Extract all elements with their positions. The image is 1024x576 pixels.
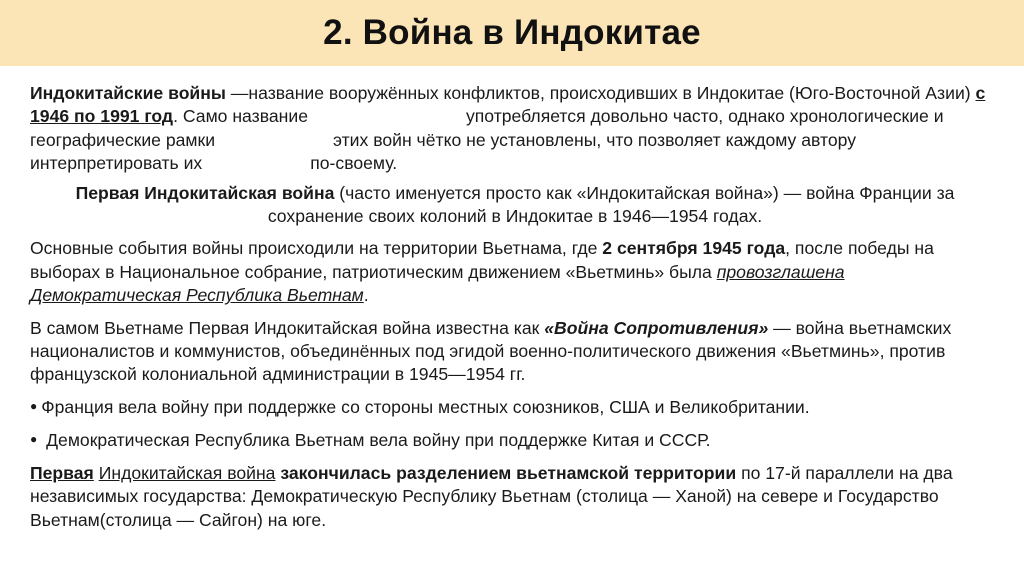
events-end: . <box>363 285 369 306</box>
definition-rest-2: употребляется довольно часто, однако хронологические и географические рамки <box>30 106 944 150</box>
first-link[interactable]: Первая <box>30 462 94 483</box>
definition-text: —название вооружённых конфликтов, происходивших в Индокитае (Юго-Восточной Азии) <box>225 83 976 103</box>
resistance-text-2: — война вьетнамских националистов и коммунистов, объединённых под эгидой военно-политического движения «Вьетминь», против французской колониальной администрации в 1945—1954 гг. <box>30 317 952 385</box>
bullet-text: Демократическая Республика Вьетнам вела войну при поддержке Китая и СССР. <box>46 430 711 451</box>
slide-content <box>30 82 1000 532</box>
bullet-icon: ● <box>30 432 38 447</box>
date-sept-2-1945: 2 сентября 1945 года <box>602 238 786 259</box>
title-bar <box>0 0 1024 66</box>
bullet-item-drv <box>30 428 1000 452</box>
paragraph-first-war <box>30 182 1000 229</box>
definition-rest-3: этих войн чётко не установлены, что позволяет каждому автору интерпретировать их <box>30 129 857 174</box>
years-range: с 1946 по 1991 год <box>30 83 986 127</box>
paragraph-conclusion <box>30 462 1000 532</box>
paragraph-definition <box>30 82 1000 176</box>
paragraph-resistance <box>30 317 1000 387</box>
bullet-item-france <box>30 395 1000 419</box>
slide-title: 2. Война в Индокитае <box>323 13 701 52</box>
conclusion-text: по 17-й параллели на два независимых государства: Демократическую Республику Вьетнам (столица — Ханой) на севере и Государство Вьетнам(столица — Сайгон) на юге. <box>30 462 953 530</box>
term-indochina-wars: Индокитайские войны <box>30 83 226 103</box>
definition-rest-1: . Само название <box>173 106 308 127</box>
events-text-1: Основные события войны происходили на территории Вьетнама, где <box>30 238 603 259</box>
events-text-2: , после победы на выборах в Национальное собрание, патриотическим движением «Вьетминь» была <box>30 238 934 282</box>
first-war-text: (часто именуется просто как «Индокитайская война») — война Франции за сохранение своих колоний в Индокитае в 1946—1954 годах. <box>267 182 955 227</box>
definition-rest-4: по-своему. <box>310 153 398 174</box>
paragraph-main-events <box>30 237 1000 307</box>
resistance-text-1: В самом Вьетнаме Первая Индокитайская война известна как <box>30 317 545 338</box>
ended-division-text: закончилась разделением вьетнамской территории <box>280 462 737 483</box>
proclamation-link[interactable]: провозглашена Демократическая Республика Вьетнам <box>30 261 845 306</box>
first-war-name: Первая Индокитайская война <box>75 182 335 203</box>
bullet-text: Франция вела войну при поддержке со стороны местных союзников, США и Великобритании. <box>41 396 810 417</box>
bullet-icon: ● <box>30 398 38 413</box>
resistance-war-name: «Война Сопротивления» <box>544 317 769 338</box>
indochina-war-link[interactable]: Индокитайская война <box>98 462 276 483</box>
